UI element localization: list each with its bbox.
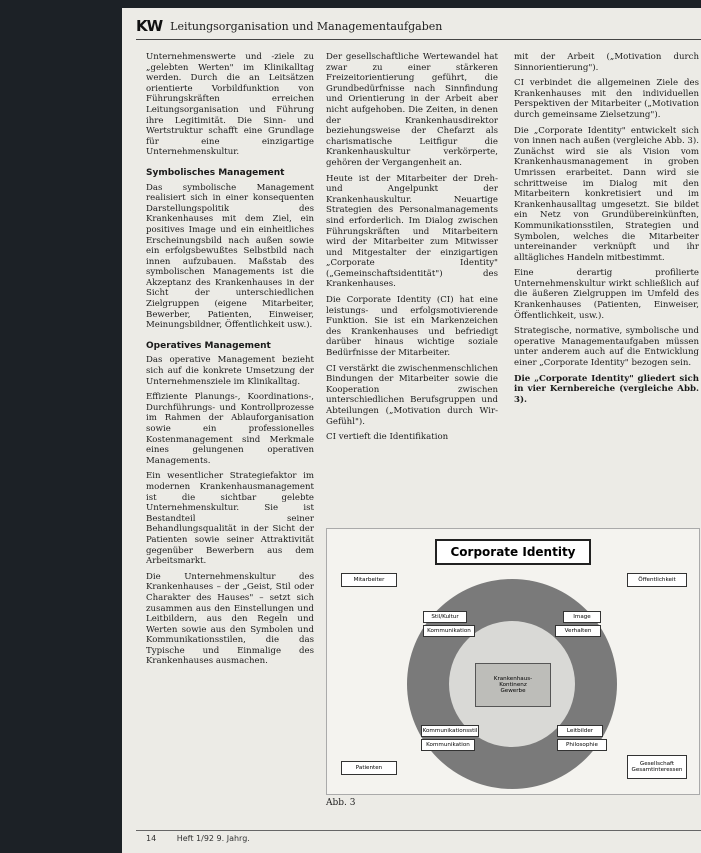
paragraph: CI verstärkt die zwischenmenschlichen Bindungen der Mitarbeiter sowie die Kooperation zwischen unterschiedlichen Berufsgruppen und Abteilungen („Motivation durch Wir-Gefühl"). — [326, 363, 498, 427]
footer-rule — [136, 830, 701, 831]
issue-info: Heft 1/92 9. Jahrg. — [176, 834, 250, 843]
paragraph: Unternehmenswerte und -ziele zu „gelebten Werten" im Klinikalltag werden. Durch die an Leitsätzen orientierte Vorbildfunktion von Führungskräften erreichen Leitungsorganisation und Führung ihre Legitimität. Die Sinn- und Wertstruktur schafft eine Grundlage für eine einzigartige Unternehmenskultur. — [146, 52, 314, 158]
paragraph: CI verbindet die allgemeinen Ziele des Krankenhauses mit den individuellen Perspektiven der Mitarbeiter („Motivation durch gemeinsame Zielsetzung"). — [514, 78, 699, 120]
center-line: Gewerbe — [500, 688, 526, 694]
center-line: Kontinenz — [499, 682, 527, 688]
paragraph: Das operative Management bezieht sich auf die konkrete Umsetzung der Unternehmensziele im Klinikalltag. — [146, 355, 314, 387]
center-box — [475, 663, 551, 707]
figure-caption: Abb. 3 — [326, 798, 356, 808]
text-column-3 — [514, 52, 699, 472]
box-kommunikationsstil: Kommunikationsstil — [421, 725, 479, 737]
journal-logo: KW — [136, 17, 163, 35]
paragraph: Strategische, normative, symbolische und operative Managementaufgaben müssen unter anderem auch auf die Entwicklung einer „Corporate Identity" bezogen sein. — [514, 326, 699, 369]
paragraph: Heute ist der Mitarbeiter der Dreh- und Angelpunkt der Krankenhauskultur. Neuartige Strategien des Personalmanagements sind erforderlich. Im Dialog zwischen Führungskräften und Mitarbeitern wird der Mitarbeiter zum Mitwisser und Mitgestalter der einzigartigen „Corporate Identity" („Gemeinschaftsidentität") des Krankenhauses. — [326, 173, 498, 290]
paragraph: Die Unternehmenskultur des Krankenhauses – der „Geist, Stil oder Charakter des Hauses" – setzt sich zusammen aus den Einstellungen und Leitbildern, aus den Regeln und Werten sowie aus den Symbolen und Kommunikationsstilen, die das Typische und Einmalige des Krankenhauses ausmachen. — [146, 571, 314, 667]
box-kommunikation-fuehrung: Kommunikation — [421, 739, 475, 751]
paragraph: Die „Corporate Identity" gliedert sich in vier Kernbereiche (vergleiche Abb. 3). — [514, 373, 699, 405]
section-heading-symbolic: Symbolisches Management — [146, 167, 285, 178]
paragraph: Eine derartig profilierte Unternehmenskultur wirkt schließlich auf die äußeren Zielgruppen im Umfeld des Krankenhauses (Patienten, Einweiser, Öffentlichkeit, usw.). — [514, 268, 699, 321]
figure-title: Corporate Identity — [435, 539, 591, 565]
paragraph: mit der Arbeit („Motivation durch Sinnorientierung"). — [514, 52, 699, 73]
paragraph: Die „Corporate Identity" entwickelt sich von innen nach außen (vergleiche Abb. 3). Zunächst wird sie als Vision vom Krankenhausmanagement in groben Umrissen erarbeitet. Dann wird sie schrittweise im Dialog mit den Mitarbeitern konkretisiert und im Krankenhausalltag umgesetzt. Sie bildet ein Netz von Grundübereinkünften, Kommunikationsstilen, Strategien und Symbolen, welches die Mitarbeiter untereinander verknüpft und ihr alltägliches Handeln mitbestimmt. — [514, 125, 699, 263]
box-mitarbeiter: Mitarbeiter — [341, 573, 397, 587]
page-footer — [146, 834, 268, 843]
paragraph: Das symbolische Management realisiert sich in einer konsequenten Darstellungspolitik des Krankenhauses mit dem Ziel, ein positives Image und ein einheitliches Erscheinungsbild nach außen sowie ein erfolgsbewußtes Selbstbild nach innen aufzubauen. Maßstab des symbolischen Managements ist die Akzeptanz des Krankenhauses in der Sicht der unterschiedlichen Zielgruppen (eigene Mitarbeiter, Bewerber, Patienten, Einweiser, Meinungsbildner, Öffentlichkeit usw.). — [146, 182, 314, 331]
box-kommunikation: Kommunikation — [423, 625, 475, 637]
corporate-identity-figure — [326, 528, 700, 795]
box-stil: Stil/Kultur — [423, 611, 467, 623]
box-philosophie: Philosophie — [557, 739, 607, 751]
section-heading-operative: Operatives Management — [146, 340, 271, 351]
box-oeffentlichkeit: Öffentlichkeit — [627, 573, 687, 587]
box-image: Image — [563, 611, 601, 623]
text-column-1 — [146, 52, 314, 827]
box-gesellschaft: Gesellschaft Gesamtinteressen — [627, 755, 687, 779]
text-column-2 — [326, 52, 498, 522]
document-page — [122, 8, 701, 853]
header-rule — [136, 39, 701, 40]
box-verhalten: Verhalten — [555, 625, 601, 637]
paragraph: Der gesellschaftliche Wertewandel hat zwar zu einer stärkeren Freizeitorientierung geführt, die Grundbedürfnisse nach Sinnfindung und Orientierung in der Arbeit aber nicht aufgehoben. Die Zeiten, in denen der Krankenhausdirektor beziehungsweise der Chefarzt als charismatische Leitfigur die Krankenhauskultur verkörperte, gehören der Vergangenheit an. — [326, 52, 498, 168]
paragraph: Die Corporate Identity (CI) hat eine leistungs- und erfolgsmotivierende Funktion. Sie ist ein Markenzeichen des Krankenhauses und befriedigt darüber hinaus wichtige soziale Bedürfnisse der Mitarbeiter. — [326, 295, 498, 359]
paragraph: Effiziente Planungs-, Koordinations-, Durchführungs- und Kontrollprozesse im Rahmen der Ablauforganisation sowie ein professionelles Kostenmanagement sind Merkmale eines gelungenen operativen Managements. — [146, 392, 314, 466]
header-title: Leitungsorganisation und Managementaufgaben — [170, 19, 443, 33]
page-number: 14 — [146, 834, 157, 843]
center-line: Krankenhaus- — [493, 676, 533, 682]
paragraph: CI vertieft die Identifikation — [326, 432, 449, 443]
box-leitbild: Leitbilder — [557, 725, 603, 737]
box-patienten: Patienten — [341, 761, 397, 775]
paragraph: Ein wesentlicher Strategiefaktor im modernen Krankenhausmanagement ist die sichtbar gelebte Unternehmenskultur. Sie ist Bestandteil seiner Behandlungsqualität in der Sicht der Patienten sowie seiner Attraktivität gegenüber Bewerbern aus dem Arbeitsmarkt. — [146, 471, 314, 567]
page-header — [136, 14, 701, 38]
